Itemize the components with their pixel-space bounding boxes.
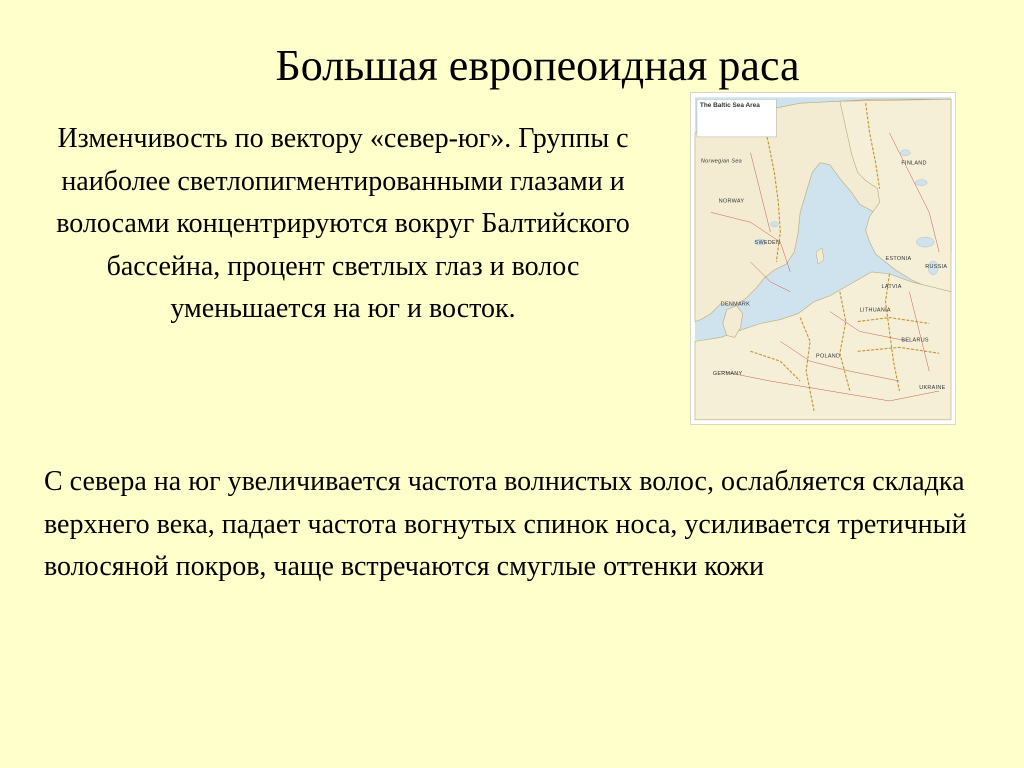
label-russia: RUSSIA	[925, 263, 948, 270]
paragraph-features: С севера на юг увеличивается частота волнистых волос, ослабляется складка верхнего века, падает частота вогнутых спинок носа, усиливается третичный волосяной покров, чаще встречаются смуглые оттенки кожи	[44, 466, 967, 582]
slide-title: Большая европеоидная раса	[275, 41, 800, 90]
label-lithuania: LITHUANIA	[859, 307, 891, 314]
label-norwegian-sea: Norwegian Sea	[700, 158, 742, 165]
map-title: The Baltic Sea Area	[699, 102, 760, 110]
label-ukraine: UKRAINE	[919, 385, 946, 392]
label-denmark: DENMARK	[720, 301, 751, 308]
label-germany: GERMANY	[712, 371, 743, 378]
baltic-sea-map	[690, 92, 956, 425]
label-sweden: SWEDEN	[754, 240, 781, 247]
label-belarus: BELARUS	[901, 337, 929, 344]
label-norway: NORWAY	[718, 198, 745, 205]
paragraph-north-south-variation: Изменчивость по вектору «север-юг». Группы с наиболее светлопигментированными глазами и волосами концентрируются вокруг Балтийского бассейна, процент светлых глаз и волос уменьшается на юг и восток.	[56, 123, 630, 324]
label-latvia: LATVIA	[881, 283, 902, 290]
label-estonia: ESTONIA	[885, 255, 912, 262]
label-finland: FINLAND	[901, 160, 927, 167]
label-poland: POLAND	[816, 353, 841, 360]
map-graphic	[691, 93, 955, 424]
